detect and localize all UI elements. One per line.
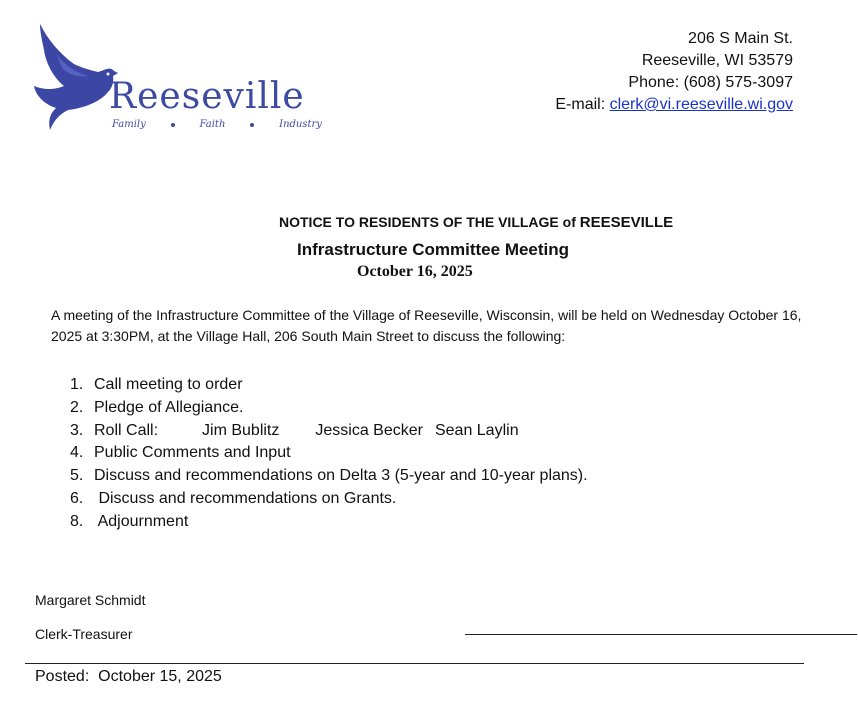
address-email-row — [555, 94, 793, 116]
agenda-text: Adjournment — [94, 512, 189, 530]
agenda-number: 6. — [70, 489, 84, 507]
agenda-number: 3. — [70, 421, 84, 439]
divider-line — [25, 663, 804, 664]
address-block — [555, 28, 793, 116]
meeting-date: October 16, 2025 — [357, 263, 473, 280]
signer-name: Margaret Schmidt — [35, 592, 146, 608]
meeting-title: Infrastructure Committee Meeting — [297, 240, 570, 259]
village-logo — [34, 24, 322, 136]
notice-prefix: NOTICE TO RESIDENTS OF THE VILLAGE of — [279, 214, 580, 230]
agenda-item — [70, 397, 588, 420]
logo-tagline — [112, 119, 322, 130]
tagline-faith: Faith — [199, 119, 226, 130]
agenda-text: Discuss and recommendations on Delta 3 (5-year and 10-year plans). — [94, 467, 588, 485]
agenda-item — [70, 465, 588, 488]
agenda-item — [70, 442, 588, 465]
agenda-number: 2. — [70, 398, 84, 416]
notice-line — [279, 214, 673, 231]
agenda-number: 4. — [70, 444, 84, 462]
tagline-industry: Industry — [279, 119, 322, 130]
roll-call-member: Jessica Becker — [315, 421, 423, 439]
agenda-item — [70, 420, 588, 443]
tagline-family: Family — [112, 119, 146, 130]
signature-line — [465, 634, 857, 635]
agenda-text: Roll Call: — [94, 421, 159, 439]
agenda-number: 8. — [70, 512, 84, 530]
agenda-text: Pledge of Allegiance. — [94, 398, 244, 416]
logo-wordmark: Reeseville — [109, 76, 305, 117]
agenda-number: 5. — [70, 467, 84, 485]
agenda-item — [70, 488, 588, 511]
agenda-text: Discuss and recommendations on Grants. — [94, 489, 397, 507]
agenda-number: 1. — [70, 376, 84, 393]
roll-call-member: Sean Laylin — [434, 421, 519, 439]
tagline-dot — [171, 123, 175, 127]
agenda-list — [70, 374, 588, 534]
agenda-item — [70, 374, 588, 397]
intro-paragraph: A meeting of the Infrastructure Committee of the Village of Reeseville, Wisconsin, will be held on Wednesday October 16, 2025 at 3:30PM, at the Village Hall, 206 South Main Street to discuss the following: — [51, 307, 802, 344]
address-phone: Phone: (608) 575-3097 — [628, 74, 793, 91]
tagline-dot — [250, 123, 254, 127]
signer-title: Clerk-Treasurer — [35, 626, 133, 642]
notice-village: REESEVILLE — [579, 214, 674, 231]
posted-date: Posted: October 15, 2025 — [35, 668, 222, 685]
agenda-text: Call meeting to order — [94, 376, 243, 393]
agenda-text: Public Comments and Input — [94, 444, 291, 462]
roll-call-member: Jim Bublitz — [202, 421, 280, 439]
agenda-item — [70, 511, 588, 534]
email-link[interactable]: clerk@vi.reeseville.wi.gov — [609, 96, 793, 113]
address-city: Reeseville, WI 53579 — [641, 52, 793, 69]
address-street: 206 S Main St. — [688, 30, 793, 47]
email-label: E-mail: — [555, 96, 610, 113]
